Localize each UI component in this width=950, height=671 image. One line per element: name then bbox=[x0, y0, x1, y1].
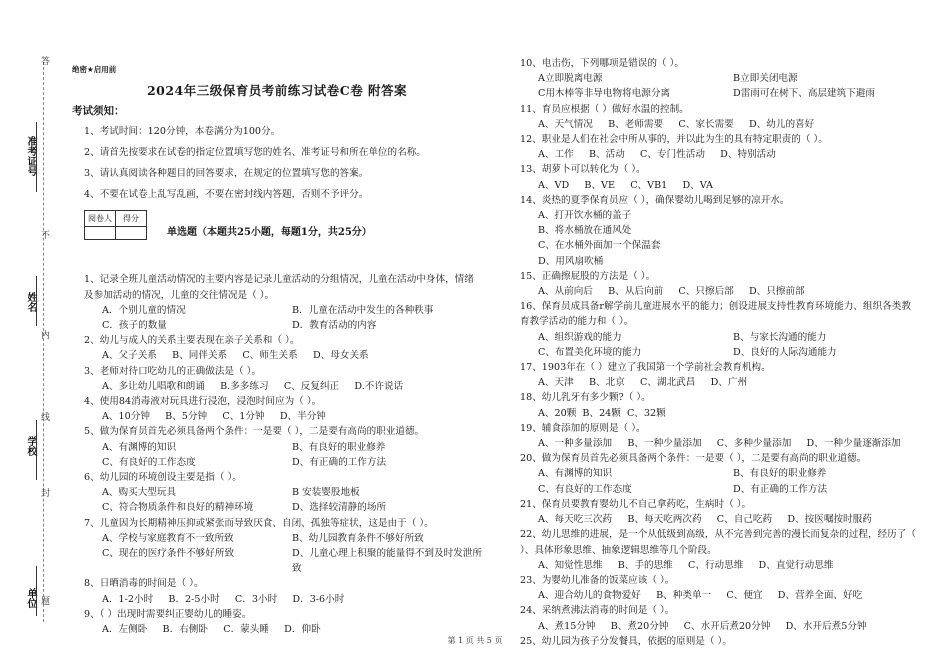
option: A、学校与家庭教育不一致所致 bbox=[102, 532, 234, 544]
option: A、有渊博的知识 bbox=[538, 468, 613, 480]
option-row bbox=[72, 546, 482, 576]
option-row: A、天气情况 B、老师需要 C、家长需要 D、幼儿的喜好 bbox=[538, 118, 815, 130]
section-heading: 单选题（本题共25小题，每题1分，共25分） bbox=[167, 227, 372, 239]
name-field[interactable] bbox=[36, 276, 37, 326]
option: D雷雨可在树下、高层建筑下避雨 bbox=[733, 88, 876, 100]
option-row bbox=[72, 455, 482, 470]
name-label: 姓名 bbox=[25, 292, 36, 312]
option-row bbox=[72, 318, 482, 333]
option: D、有正确的工作方法 bbox=[292, 456, 387, 468]
unit-field[interactable] bbox=[36, 566, 37, 616]
notice-item: 1、考试时间：120分钟，本卷满分为100分。 bbox=[84, 125, 281, 137]
question-text: 5、做为保育员首先必须具备两个条件：一是要（ ），二是要有高尚的职业道德。 bbox=[84, 426, 425, 438]
option-row: B、将水桶放在通风处 bbox=[538, 225, 632, 237]
option: B、有良好的职业修养 bbox=[733, 468, 827, 480]
option: A、购买大型玩具 bbox=[102, 487, 177, 499]
question-text: 7、儿童因为长期精神压抑或紧张而导致厌食、自闭、孤独等症状，这是由于（ ）。 bbox=[84, 517, 434, 529]
option-row: A、天津 B、北京 C、湖北武昌 D、广州 bbox=[538, 377, 748, 389]
secret-mark: 绝密★启用前 bbox=[72, 65, 117, 74]
reviewer-cell[interactable] bbox=[85, 227, 116, 240]
binding-margin bbox=[0, 0, 60, 671]
option-row bbox=[508, 71, 928, 86]
question-text: 6、幼儿园的环境创设主要是指（ ）。 bbox=[84, 472, 242, 484]
score-section bbox=[84, 208, 482, 240]
right-questions bbox=[508, 56, 928, 649]
school-label: 学校 bbox=[25, 436, 36, 456]
question-text: 14、炎热的夏季保育员应（ ），确保婴幼儿喝到足够的凉开水。 bbox=[520, 194, 790, 206]
option-row: A．左侧卧 B．右侧卧 C．蒙头睡 D．仰卧 bbox=[102, 624, 321, 636]
question-text: 15、正确擦屁股的方法是（ ）。 bbox=[520, 270, 656, 282]
option: D、良好的人际沟通能力 bbox=[733, 346, 837, 358]
option-row: A、10分钟 B、5分钟 C、1分钟 D、半分钟 bbox=[102, 411, 326, 423]
option-row bbox=[508, 466, 928, 481]
option-row: A、多让幼儿唱歌和朗诵 B.多多练习 C、反复纠正 D.不许说话 bbox=[102, 380, 404, 392]
question-text: 24、采纳煮沸法消毒的时间是（ ）。 bbox=[520, 605, 675, 617]
margin-mark: 内 bbox=[39, 330, 49, 340]
unit-label: 单位 bbox=[25, 588, 36, 608]
option-row: A、VD B、VE C、VB1 D、VA bbox=[538, 179, 713, 191]
option: C、布置美化环境的能力 bbox=[538, 346, 642, 358]
question-text: 11、育员应根据（ ）做好水温的控制。 bbox=[520, 103, 689, 115]
reviewer-header: 阅卷人 bbox=[85, 211, 116, 227]
score-cell[interactable] bbox=[116, 227, 147, 240]
candidate-id-label: 准考证号 bbox=[25, 136, 36, 176]
option: D、选择较清静的场所 bbox=[292, 502, 387, 514]
school-field[interactable] bbox=[36, 420, 37, 480]
option: C、有良好的工作态度 bbox=[538, 483, 632, 495]
option: D、儿童心理上积聚的能量得不到及时发泄所致 bbox=[292, 548, 482, 575]
exam-title: 2024年三级保育员考前练习试卷C卷 附答案 bbox=[146, 83, 408, 99]
option-row: A、从前向后 B、从后向前 C、只擦后部 D、只擦前部 bbox=[538, 286, 805, 298]
question-text: 23、为婴幼儿准备的饭菜应该（ ）。 bbox=[520, 574, 675, 586]
page-footer: 第 1 页 共 5 页 bbox=[447, 636, 503, 645]
option-row: C、在水桶外面加一个保温套 bbox=[538, 240, 661, 252]
notice-heading: 考试须知： bbox=[72, 105, 125, 118]
option-row bbox=[72, 500, 482, 515]
margin-mark-top: 答 bbox=[39, 56, 49, 66]
option: C用木棒等非导电物将电源分离 bbox=[538, 88, 671, 100]
question-text: 及参加活动的情况，儿童的交往情况是（ ）。 bbox=[84, 289, 275, 301]
question-text: 2、幼儿与成人的关系主要表现在亲子关系和（ ）。 bbox=[84, 335, 300, 347]
option-row bbox=[508, 345, 928, 360]
option: D、有正确的工作方法 bbox=[733, 483, 828, 495]
left-questions bbox=[72, 272, 482, 637]
question-text: 21、保育员要教育婴幼儿不自己拿药吃，生病时（ ）。 bbox=[520, 498, 752, 510]
option-row: A、20颗 B、24颗 C、32颗 bbox=[538, 407, 666, 419]
margin-mark: 不 bbox=[39, 230, 49, 240]
question-text: 9、（ ）出现时需要纠正婴幼儿的睡姿。 bbox=[84, 608, 252, 620]
question-text: 18、幼儿乳牙有多少颗?（ ）。 bbox=[520, 392, 651, 404]
option: B．儿童在活动中发生的各种秩事 bbox=[292, 304, 434, 316]
seal-dashed-line bbox=[43, 62, 44, 622]
option-row: A、知觉性思维 B、手的思维 C、行动思维 D、直觉行动思维 bbox=[538, 559, 834, 571]
question-text: 12、职业是人们在社会中所从事的，并以此为生的具有特定职责的（ ）。 bbox=[520, 134, 828, 146]
option: A立即脱离电源 bbox=[538, 73, 603, 85]
option-row: A、每天吃三次药 B、每天吃两次药 C、自己吃药 D、按医嘱按时服药 bbox=[538, 514, 872, 526]
question-text: 16、保育员成具备r解学前儿童进展水平的能力；创设进展支持性教育环境能力、组织各类教 bbox=[520, 301, 911, 313]
option-row: A、父子关系 B、同伴关系 C、师生关系 D、母女关系 bbox=[102, 350, 369, 362]
notice-item: 4、不要在试卷上乱写乱画，不要在密封线内答题，否则不予评分。 bbox=[84, 189, 369, 201]
right-column bbox=[508, 56, 928, 649]
option: B立即关闭电源 bbox=[733, 73, 798, 85]
option: C、符合物质条件和良好的精神环境 bbox=[102, 502, 254, 514]
option: C、有良好的工作态度 bbox=[102, 456, 196, 468]
margin-mark: 线 bbox=[39, 412, 49, 422]
question-text: 4、使用84消毒液对玩具进行浸泡，浸泡时间应为（ ）。 bbox=[84, 396, 322, 408]
margin-mark: 封 bbox=[39, 488, 49, 498]
option-row bbox=[508, 330, 928, 345]
score-header: 得分 bbox=[116, 211, 147, 227]
option-row bbox=[508, 482, 928, 497]
option-row: A、一种多量添加 B、一种少量添加 C、多种少量添加 D、一种少量逐渐添加 bbox=[538, 438, 901, 450]
option: D．教育活动的内容 bbox=[292, 320, 377, 332]
notice-item: 3、请认真阅读各种题目的回答要求，在规定的位置填写您的答案。 bbox=[84, 168, 369, 180]
margin-mark: 题 bbox=[39, 596, 49, 606]
exam-notice bbox=[72, 104, 482, 202]
question-text: 10、电击伤，下列哪项是错误的（ ）。 bbox=[520, 58, 684, 69]
option: B 安装婴股地板 bbox=[292, 487, 360, 499]
question-text: 17、1903年在（ ）建立了我国第一个学前社会教育机构。 bbox=[520, 362, 771, 374]
option-row: A、工作 B、活动 C、专门性活动 D、特别活动 bbox=[538, 149, 776, 161]
question-text: 育教学活动的能力和（ ）。 bbox=[520, 316, 634, 328]
option: C、现在的医疗条件不够好所致 bbox=[102, 548, 235, 560]
left-column bbox=[72, 52, 482, 637]
question-text: 25、幼儿园为孩子分发餐具，依据的原则是（ ）。 bbox=[520, 635, 732, 647]
option: C．孩子的数量 bbox=[102, 320, 167, 332]
option-row: D、用风扇吹桶 bbox=[538, 255, 604, 267]
option-row bbox=[72, 485, 482, 500]
question-text: 20、做为保育员首先必须具备两个条件：一是要（ ），二是要有高尚的职业道德。 bbox=[520, 453, 867, 465]
option: A、有渊博的知识 bbox=[102, 441, 177, 453]
option-row: A、煮15分钟 B、煮20分钟 C、水开后煮20分钟 D、水开后煮5分钟 bbox=[538, 620, 867, 632]
question-text: 13、胡萝卜可以转化为（ ）。 bbox=[520, 164, 646, 176]
question-text: 19、辅食添加的原则是（ ）。 bbox=[520, 422, 646, 434]
option: B、幼儿园教育条件不够好所致 bbox=[292, 532, 424, 544]
question-text: 8、日晒消毒的时间是（ ）。 bbox=[84, 578, 204, 590]
notice-item: 2、请首先按要求在试卷的指定位置填写您的姓名、准考证号和所在单位的名称。 bbox=[84, 146, 426, 158]
option-row bbox=[508, 86, 928, 101]
option-row: A．1-2小时 B．2-5小时 C．3小时 D．3-6小时 bbox=[102, 593, 345, 605]
score-table bbox=[84, 210, 147, 240]
option: B、有良好的职业修养 bbox=[292, 441, 386, 453]
option: A．个别儿童的情况 bbox=[102, 304, 186, 316]
option-row bbox=[72, 440, 482, 455]
option-row: A、打开饮水桶的盖子 bbox=[538, 210, 632, 222]
question-text: 3、老师对待口吃幼儿的正确做法是（ ）。 bbox=[84, 365, 262, 377]
option-row bbox=[72, 303, 482, 318]
option-row bbox=[72, 531, 482, 546]
question-text: 1、记录全班儿童活动情况的主要内容是记录儿童活动的分组情况，儿童在活动中身体，情绪 bbox=[84, 274, 474, 286]
question-text: 22、幼儿思维的进展，是一个从低级到高级，从不完善到完善的漫长而复杂的过程，经历了（ bbox=[520, 529, 916, 541]
candidate-id-field[interactable] bbox=[36, 122, 37, 192]
option: A、组织游戏的能力 bbox=[538, 331, 622, 343]
option: B、与家长沟通的能力 bbox=[733, 331, 827, 343]
option-row: A、迎合幼儿的食物爱好 B、种类单一 C、便宜 D、营养全面、好吃 bbox=[538, 590, 863, 602]
question-text: ）、具体形象思维、抽象逻辑思维等几个阶段。 bbox=[520, 544, 717, 556]
